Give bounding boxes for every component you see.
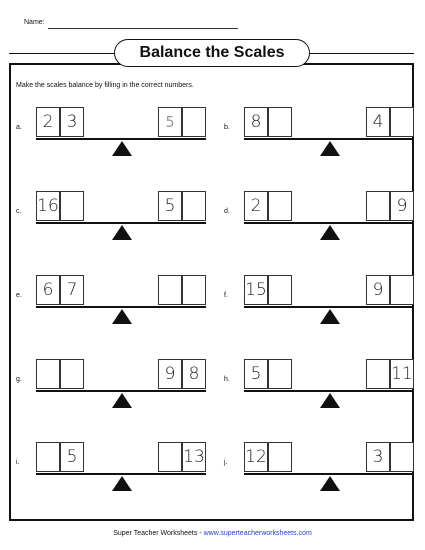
right-pan-box[interactable] xyxy=(158,442,182,472)
scale-problem xyxy=(224,359,424,439)
scale-beam xyxy=(244,390,414,392)
fulcrum-triangle-icon xyxy=(112,309,132,324)
problem-label: d. xyxy=(224,208,230,215)
left-pan-box: 15 xyxy=(244,275,268,305)
right-pan-box[interactable] xyxy=(182,191,206,221)
left-pan-box: 8 xyxy=(244,107,268,137)
left-pan-box: 5 xyxy=(60,442,84,472)
left-pan-box: 12 xyxy=(244,442,268,472)
right-pan-box[interactable] xyxy=(366,359,390,389)
scale-problem xyxy=(224,275,424,355)
scale-problem xyxy=(224,107,424,187)
scale-beam xyxy=(36,222,206,224)
name-line[interactable] xyxy=(48,28,238,29)
right-pan-box: 9 xyxy=(390,191,414,221)
left-pan-box[interactable] xyxy=(36,442,60,472)
right-pan-box[interactable] xyxy=(366,191,390,221)
right-pan-box: 8 xyxy=(182,359,206,389)
fulcrum-triangle-icon xyxy=(320,141,340,156)
scale-problem xyxy=(16,442,216,522)
problem-label: c. xyxy=(16,208,22,215)
scale-beam xyxy=(36,138,206,140)
problem-label: a. xyxy=(16,124,22,131)
scale-problem xyxy=(224,191,424,271)
title-rule-left xyxy=(9,53,114,54)
right-pan-box[interactable] xyxy=(182,275,206,305)
right-pan-box[interactable] xyxy=(390,442,414,472)
problem-label: e. xyxy=(16,292,22,299)
right-pan-box: 5 xyxy=(158,107,182,137)
right-pan-box: 13 xyxy=(182,442,206,472)
fulcrum-triangle-icon xyxy=(112,225,132,240)
left-pan-box[interactable] xyxy=(268,191,292,221)
scale-problem xyxy=(16,191,216,271)
scale-problem xyxy=(16,107,216,187)
scale-beam xyxy=(244,138,414,140)
left-pan-box: 16 xyxy=(36,191,60,221)
left-pan-box: 3 xyxy=(60,107,84,137)
scale-beam xyxy=(244,306,414,308)
left-pan-box[interactable] xyxy=(60,191,84,221)
scale-beam xyxy=(244,473,414,475)
problem-label: g. xyxy=(16,376,22,383)
right-pan-box[interactable] xyxy=(390,107,414,137)
fulcrum-triangle-icon xyxy=(112,476,132,491)
right-pan-box: 5 xyxy=(158,191,182,221)
fulcrum-triangle-icon xyxy=(112,393,132,408)
scale-problem xyxy=(224,442,424,522)
scale-beam xyxy=(36,390,206,392)
instructions: Make the scales balance by filling in the correct numbers. xyxy=(16,82,194,89)
footer xyxy=(0,530,425,537)
left-pan-box: 7 xyxy=(60,275,84,305)
right-pan-box: 9 xyxy=(366,275,390,305)
scale-beam xyxy=(244,222,414,224)
left-pan-box: 6 xyxy=(36,275,60,305)
right-pan-box: 3 xyxy=(366,442,390,472)
right-pan-box[interactable] xyxy=(182,107,206,137)
right-pan-box[interactable] xyxy=(158,275,182,305)
scale-beam xyxy=(36,473,206,475)
fulcrum-triangle-icon xyxy=(112,141,132,156)
left-pan-box: 2 xyxy=(36,107,60,137)
footer-brand: Super Teacher Worksheets xyxy=(113,530,198,537)
scale-problem xyxy=(16,359,216,439)
footer-separator: - xyxy=(197,530,204,537)
left-pan-box[interactable] xyxy=(36,359,60,389)
fulcrum-triangle-icon xyxy=(320,309,340,324)
right-pan-box: 9 xyxy=(158,359,182,389)
fulcrum-triangle-icon xyxy=(320,225,340,240)
problem-label: j. xyxy=(224,459,228,466)
problem-label: h. xyxy=(224,376,230,383)
name-label: Name: xyxy=(24,19,45,26)
left-pan-box[interactable] xyxy=(60,359,84,389)
worksheet-title: Balance the Scales xyxy=(114,39,310,67)
left-pan-box: 5 xyxy=(244,359,268,389)
right-pan-box: 11 xyxy=(390,359,414,389)
right-pan-box: 4 xyxy=(366,107,390,137)
left-pan-box[interactable] xyxy=(268,275,292,305)
problem-label: i. xyxy=(16,459,20,466)
left-pan-box[interactable] xyxy=(268,107,292,137)
footer-link[interactable]: www.superteacherworksheets.com xyxy=(203,530,312,537)
fulcrum-triangle-icon xyxy=(320,393,340,408)
scale-beam xyxy=(36,306,206,308)
fulcrum-triangle-icon xyxy=(320,476,340,491)
left-pan-box[interactable] xyxy=(268,359,292,389)
title-rule-right xyxy=(310,53,414,54)
problem-label: b. xyxy=(224,124,230,131)
problem-label: f. xyxy=(224,292,228,299)
left-pan-box: 2 xyxy=(244,191,268,221)
right-pan-box[interactable] xyxy=(390,275,414,305)
left-pan-box[interactable] xyxy=(268,442,292,472)
scale-problem xyxy=(16,275,216,355)
